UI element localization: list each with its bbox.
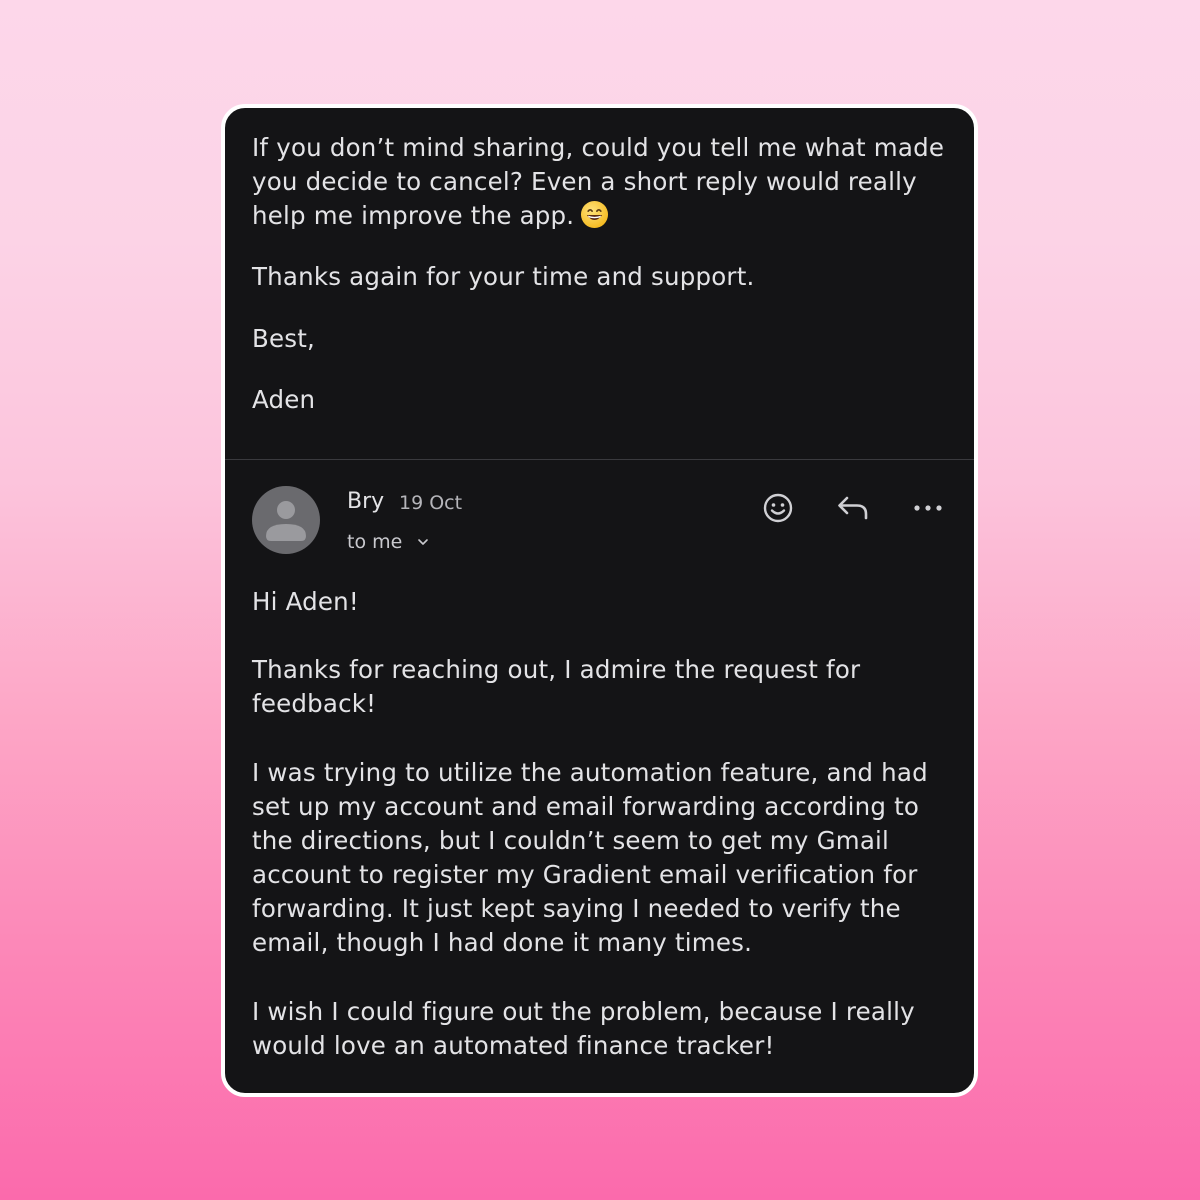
sender-name[interactable]: Bry bbox=[347, 489, 385, 514]
reply-paragraph-line: I wish I could figure out the problem, because I really bbox=[252, 997, 915, 1026]
recipient-details-toggle[interactable] bbox=[347, 528, 430, 556]
more-options-icon bbox=[913, 503, 943, 513]
previous-message-line bbox=[252, 199, 609, 233]
signature-line: Aden bbox=[252, 385, 316, 414]
emoji-reaction-button[interactable] bbox=[758, 488, 798, 528]
reply-paragraph-line: Thanks for reaching out, I admire the request for bbox=[252, 655, 861, 684]
reply-paragraph-line: would love an automated finance tracker! bbox=[252, 1031, 775, 1060]
previous-message bbox=[225, 108, 974, 460]
reply-paragraph-line: forwarding. It just kept saying I needed to verify the bbox=[252, 894, 901, 923]
default-avatar-icon bbox=[252, 486, 320, 554]
reply-paragraph-line: the directions, but I couldn’t seem to get my Gmail bbox=[252, 826, 890, 855]
greeting-line: Hi Aden! bbox=[252, 587, 359, 616]
more-options-button[interactable] bbox=[908, 488, 948, 528]
message-date: 19 Oct bbox=[399, 492, 463, 514]
previous-message-line: you decide to cancel? Even a short reply would really bbox=[252, 167, 917, 196]
reply-paragraph-line: feedback! bbox=[252, 689, 377, 718]
recipient-label: to me bbox=[347, 531, 403, 553]
emoji-reaction-icon bbox=[762, 492, 794, 524]
avatar[interactable] bbox=[252, 486, 320, 554]
reply-paragraph-line: account to register my Gradient email verification for bbox=[252, 860, 918, 889]
reply-paragraph-line: I was trying to utilize the automation feature, and had bbox=[252, 758, 928, 787]
thanks-line: Thanks again for your time and support. bbox=[252, 262, 755, 291]
previous-message-line-text: help me improve the app. bbox=[252, 201, 575, 230]
email-thread-card bbox=[221, 104, 978, 1097]
grinning-face-emoji-icon bbox=[580, 200, 609, 229]
reply-icon bbox=[836, 493, 870, 523]
message-divider bbox=[225, 459, 974, 460]
reply-button[interactable] bbox=[833, 488, 873, 528]
closing-line: Best, bbox=[252, 324, 316, 353]
reply-paragraph-line: email, though I had done it many times. bbox=[252, 928, 753, 957]
chevron-down-icon bbox=[416, 535, 430, 549]
reply-paragraph-line: set up my account and email forwarding according to bbox=[252, 792, 920, 821]
previous-message-line: If you don’t mind sharing, could you tell me what made bbox=[252, 133, 945, 162]
